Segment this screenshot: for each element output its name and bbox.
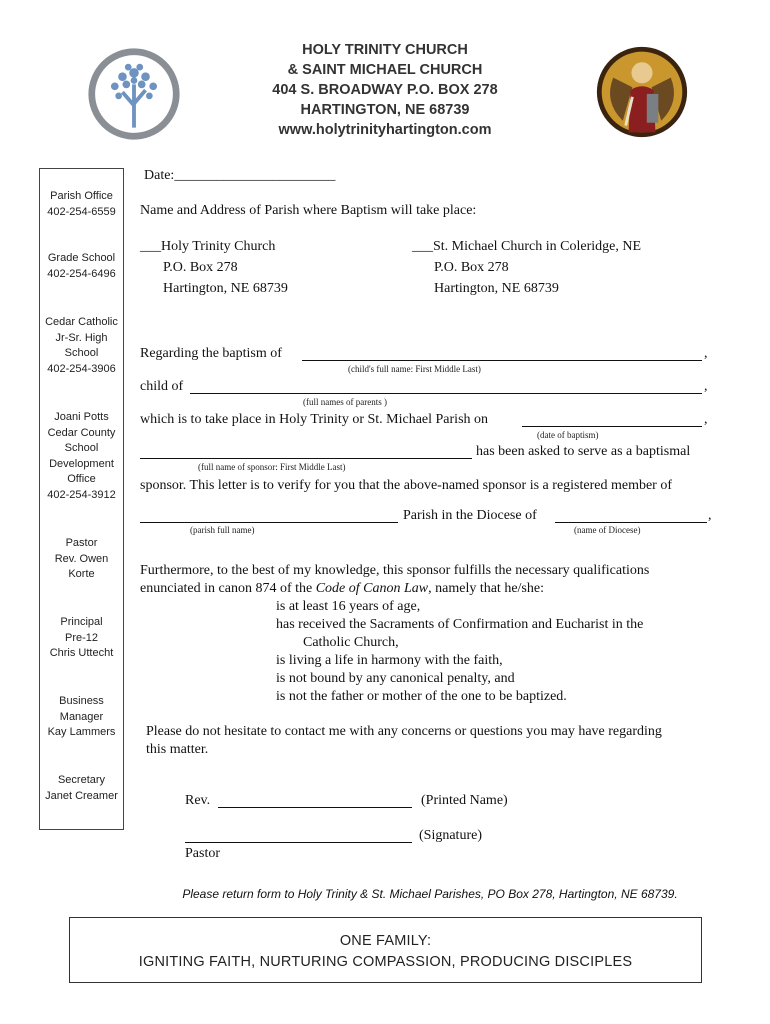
contact-phone: 402-254-3906 xyxy=(47,362,116,375)
asked-label: has been asked to serve as a baptismal xyxy=(476,444,691,459)
contact-label: Cedar Catholic xyxy=(45,316,118,328)
church-address-line: 404 S. BROADWAY P.O. BOX 278 xyxy=(272,82,498,98)
motto-line2: IGNITING FAITH, NURTURING COMPASSION, PRODUCING DISCIPLES xyxy=(138,954,633,970)
contact-label: Cedar County xyxy=(47,426,116,439)
contact-name: Rev. Owen xyxy=(54,552,109,565)
child-name-hint: (child's full name: First Middle Last) xyxy=(348,364,481,374)
child-name-field[interactable] xyxy=(302,346,702,361)
option2-box: P.O. Box 278 xyxy=(434,260,509,275)
contact-label: Principal xyxy=(60,616,103,628)
comma: , xyxy=(704,379,708,394)
contact-phone: 402-254-3912 xyxy=(47,488,116,501)
signature-field[interactable] xyxy=(185,828,412,843)
church-letterhead xyxy=(210,40,560,140)
parish-name-field[interactable] xyxy=(140,508,398,523)
business-manager-contact xyxy=(40,694,123,741)
comma: , xyxy=(704,346,708,361)
contact-label: Development xyxy=(49,457,114,470)
development-office-contact xyxy=(40,410,123,504)
saint-michael-icon xyxy=(594,44,690,140)
baptism-date-field[interactable] xyxy=(522,412,702,427)
return-instructions: Please return form to Holy Trinity & St. Michael Parishes, PO Box 278, Hartington, NE 68739. xyxy=(182,887,678,901)
secretary-contact xyxy=(40,773,123,804)
contact-label: Manager xyxy=(59,710,104,723)
principal-contact xyxy=(40,615,123,662)
contact-phone: 402-254-6496 xyxy=(47,267,116,280)
cedar-catholic-contact xyxy=(40,315,123,377)
church-name-line1: HOLY TRINITY CHURCH xyxy=(302,42,468,58)
qualification-penalty: is not bound by any canonical penalty, and xyxy=(276,671,515,686)
printed-name-field[interactable] xyxy=(218,793,412,808)
contact-name: Chris Uttecht xyxy=(49,647,114,660)
contact-label: Office xyxy=(67,473,96,486)
furthermore-line1: Furthermore, to the best of my knowledge, this sponsor fulfills the necessary qualifications xyxy=(140,563,650,578)
church-name-line2: & SAINT MICHAEL CHURCH xyxy=(287,62,483,78)
rev-label: Rev. xyxy=(185,793,211,808)
diocese-field[interactable] xyxy=(555,508,707,523)
contact-label: Pre-12 xyxy=(64,631,99,644)
contact-label: School xyxy=(64,347,99,360)
pastor-label: Pastor xyxy=(185,846,220,861)
date-field[interactable]: Date:_______________________ xyxy=(144,168,336,183)
parents-hint: (full names of parents ) xyxy=(303,397,387,407)
qualification-parent: is not the father or mother of the one to be baptized. xyxy=(276,689,567,704)
contact-label: School xyxy=(64,442,99,455)
sponsor-hint: (full name of sponsor: First Middle Last) xyxy=(198,462,346,472)
contact-sidebar xyxy=(39,168,124,830)
diocese-hint: (name of Diocese) xyxy=(574,525,641,535)
canon-law-title: Code of Canon Law xyxy=(315,581,429,596)
qualification-age: is at least 16 years of age, xyxy=(276,599,421,614)
contact-phone: 402-254-6559 xyxy=(47,205,116,218)
contact-line1: Please do not hesitate to contact me with any concerns or questions you may have regarding xyxy=(146,724,662,739)
contact-label: Pastor xyxy=(65,537,98,549)
text-span: enunciated in canon 874 of the xyxy=(140,581,316,596)
contact-label: Business xyxy=(59,695,104,707)
contact-label: Jr-Sr. High xyxy=(55,331,108,344)
comma: , xyxy=(708,508,712,523)
grade-school-contact xyxy=(40,251,123,282)
parish-hint: (parish full name) xyxy=(190,525,255,535)
motto-box xyxy=(69,917,702,983)
option1-box: P.O. Box 278 xyxy=(163,260,238,275)
contact-label: Grade School xyxy=(47,252,116,264)
printed-name-label: (Printed Name) xyxy=(421,793,508,808)
qualification-sacraments-cont: Catholic Church, xyxy=(303,635,399,650)
parish-in-label: Parish in the Diocese of xyxy=(403,508,537,523)
parish-office-contact xyxy=(40,189,123,220)
contact-line2: this matter. xyxy=(146,742,209,757)
qualification-sacraments: has received the Sacraments of Confirmation and Eucharist in the xyxy=(276,617,644,632)
option2-city: Hartington, NE 68739 xyxy=(434,281,559,296)
parish-tree-logo xyxy=(86,46,182,142)
parish-prompt: Name and Address of Parish where Baptism will take place: xyxy=(140,203,477,218)
parents-names-field[interactable] xyxy=(190,379,702,394)
contact-name: Kay Lammers xyxy=(47,726,116,739)
church-website: www.holytrinityhartington.com xyxy=(278,122,492,138)
take-place-label: which is to take place in Holy Trinity or St. Michael Parish on xyxy=(140,412,489,427)
text-span: , namely that he/she: xyxy=(428,581,544,596)
verify-text: sponsor. This letter is to verify for you that the above-named sponsor is a registered member of xyxy=(140,478,672,493)
qualification-faith: is living a life in harmony with the faith, xyxy=(276,653,503,668)
contact-name: Korte xyxy=(68,568,95,581)
comma: , xyxy=(704,412,708,427)
church-city-line: HARTINGTON, NE 68739 xyxy=(300,102,470,118)
regarding-label: Regarding the baptism of xyxy=(140,346,282,361)
option-st-michael[interactable]: ___St. Michael Church in Coleridge, NE xyxy=(412,239,642,254)
date-hint: (date of baptism) xyxy=(537,430,599,440)
motto-line1: ONE FAMILY: xyxy=(339,933,432,949)
contact-label: Joani Potts xyxy=(54,411,109,423)
signature-label: (Signature) xyxy=(419,828,482,843)
option-holy-trinity[interactable]: ___Holy Trinity Church xyxy=(140,239,276,254)
contact-label: Secretary xyxy=(57,774,106,786)
furthermore-line2 xyxy=(140,581,544,597)
pastor-contact xyxy=(40,536,123,583)
sponsor-name-field[interactable] xyxy=(140,444,472,459)
contact-name: Janet Creamer xyxy=(45,789,118,802)
option1-city: Hartington, NE 68739 xyxy=(163,281,288,296)
child-of-label: child of xyxy=(140,379,184,394)
contact-label: Parish Office xyxy=(50,190,113,202)
